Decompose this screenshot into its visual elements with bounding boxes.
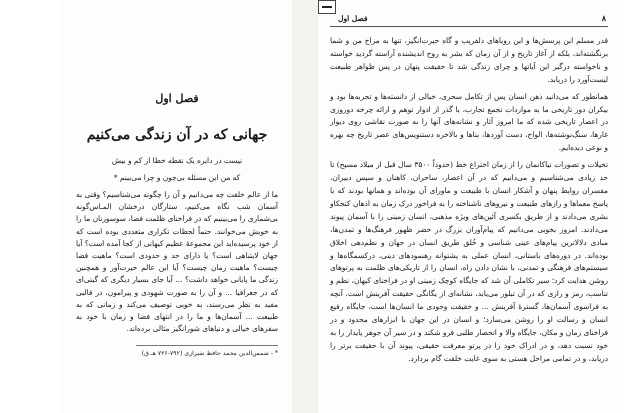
page-number: ۸ bbox=[601, 13, 606, 23]
minus-icon bbox=[322, 6, 332, 8]
body-paragraph: ما از عالم خلقت چه می‌دانیم و آن را چگونه می‌شناسیم؟ وقتی به آسمان شب نگاه می‌کنیم، ستارگان درخشان المـاس‌گونه بی‌شماری را می‌بینیم که در فراخنای ظلمت فضا، سوسوزنان ما را به خویش می‌خوانند. حتماً لحظات تکراری متعددی بوده است که از خود پرسیده‌اید این مجموعهٔ عظیم کیهانی از کجا آمده است؟ آیا جهان لایتناهی است؟ یا دارای حد و حدودی است؟ ماهیت فضا چیست؟ ماهیت زمان چیست؟ آیا این عالم حیرت‌آور و همچنین زندگی ما پایانی خواهد داشت؟ ... آیا جای بسیار دیگری که گیتی‌ای که در جغرافیا ... و آن را به صورت شهودی و پیرامون، در قالبی مفید به نظر می‌رسند، به خوبی توصیف می‌کند و زمانی که به طبیعت ... آسمان‌ها و ما را در انتهای فضا و زمان با خود به سفرهای خیالی و دنیاهای شورانگیز مثالی برده‌اند. bbox=[76, 190, 278, 334]
chapter-heading: جهانی که در آن زندگی می‌کنیم bbox=[86, 127, 268, 143]
poem-verse-2: که من این مسئله بی‌چون و چرا می‌بینم * bbox=[113, 173, 241, 182]
viewer-menu-button[interactable] bbox=[318, 0, 336, 14]
right-page bbox=[318, 0, 618, 413]
running-header bbox=[330, 6, 608, 27]
chapter-title: فصل اول bbox=[155, 92, 199, 105]
body-paragraph-1: قدر مسلم این پرسش‌ها و این رویاهای دلفریب و گاه حیرت‌انگیز، تنها به مزاج من و شما برنگشته‌اند، بلکه از آغاز تاریخ و از آن زمان که بشر به روح اندیشنده آراسته گردید خواسته و ناخواسته درگیر این آیاتها و چرای زندگی شد تا حقیقت پنهان در پس ظواهر طبیعت لیست‌آورد را دریابد. bbox=[330, 36, 608, 84]
poem-verse-1: نیست در دایره یک نقطه خطا از کم و بیش bbox=[111, 156, 243, 165]
running-title: فصل اول bbox=[338, 14, 368, 23]
page-gutter bbox=[292, 0, 318, 413]
left-page bbox=[60, 0, 292, 413]
body-paragraph-2: همانطور که می‌دانید ذهن انسان پس از تکامل سحری، خیالی از دانسته‌ها و تجربه‌ها بود و بیکران دور تاریخی ما به مواردات تجمع تجارب، با گذر از ادوار توهم و ارائه چرخه دوروزی در اعصار تاریخی شده که ما امروز آثار و نشانه‌های آنها را به صورت نقاشی روی دیوار غارها، سنگ‌نوشته‌ها، الواح، دست آوردها، بناها و بالاخره دستنویس‌های عصر تاریخ چه بهره و نوعی دیده‌ایم. bbox=[330, 91, 608, 153]
footnote-divider bbox=[136, 345, 278, 346]
body-paragraph-3: تخیلات و تصورات نیاکانمان را از زمان اختراع خط (حدوداً ۳۵۰۰ سال قبل از میلاد مسیح) تا حد زیادی می‌شناسیم و می‌دانیم که در آن اعصار، ساحران، کاهنان و سپس دبیران، مفسران روابط پنهان و آشکار انسان با طبیعت و ماورای آن بوده‌اند و همانها بودند که با پاسخ معماها و رازهای طبیعت و نیروهای ناشناخته را به فراخور درک زمان به اذهان کنجکاو بشری می‌دادند و از طریق بکسری آئین‌های ویژه مذهبی، انسان زمینی را با آسمان پیوند می‌دادند. امروز بخوبی می‌دانیم که پیام‌آوران بزرگ در حضر ظهور فرهنگ‌ها و تمدن‌ها، مبادی دلالاترین پیام‌های عینی شناسی و خُلق طریق انسان در جهان و نظم‌دهی اخلاق بوده‌اند. در دوره‌های باستانی، انسان عملی به پشتوانه رهنمودهای دینی، درکسمگاه‌ها و سیستم‌های فرهنگی و تمدنی، با نشان دادن راه، انسان را از تاریکی‌های ظلمت به پرتوهای روشن هدایت کرد؛ سیر تکاملی آن شد که جایگاه کوچک زمینی او در فراخنای کیهان، نظم و تناسب، رمز و رازی که در آن تبلور می‌یابد، نشانه‌ای از یگانگی حقیقت آفرینش است. آنچه به فراسوی آسمان‌ها، گسترهٔ آفرینش ... و حقیقت وجودی ما انسان‌ها است، جایگاه رفیع انسان و رسالت او را روشن می‌سازد؛ و انسان در این جهان با ابزارهای محدود و در فراخنای زمان و مکان، جایگاه والا و انحصار طلبی فرو شکند و در سیر آن جوهر پایدار را به خود نسبت دهد، و در ادراک خود را در پرتو معرفت حقیقی، پیوند آن با حقیقت برتر را دریابد، و در تمامی مراحل هستی به سوی غایت خلقت گام بردارد. bbox=[330, 160, 609, 363]
footnote: * - شمس‌الدین محمد حافظ شیرازی (۷۹۲-۷۲۶ هـ.ق) bbox=[141, 350, 278, 358]
